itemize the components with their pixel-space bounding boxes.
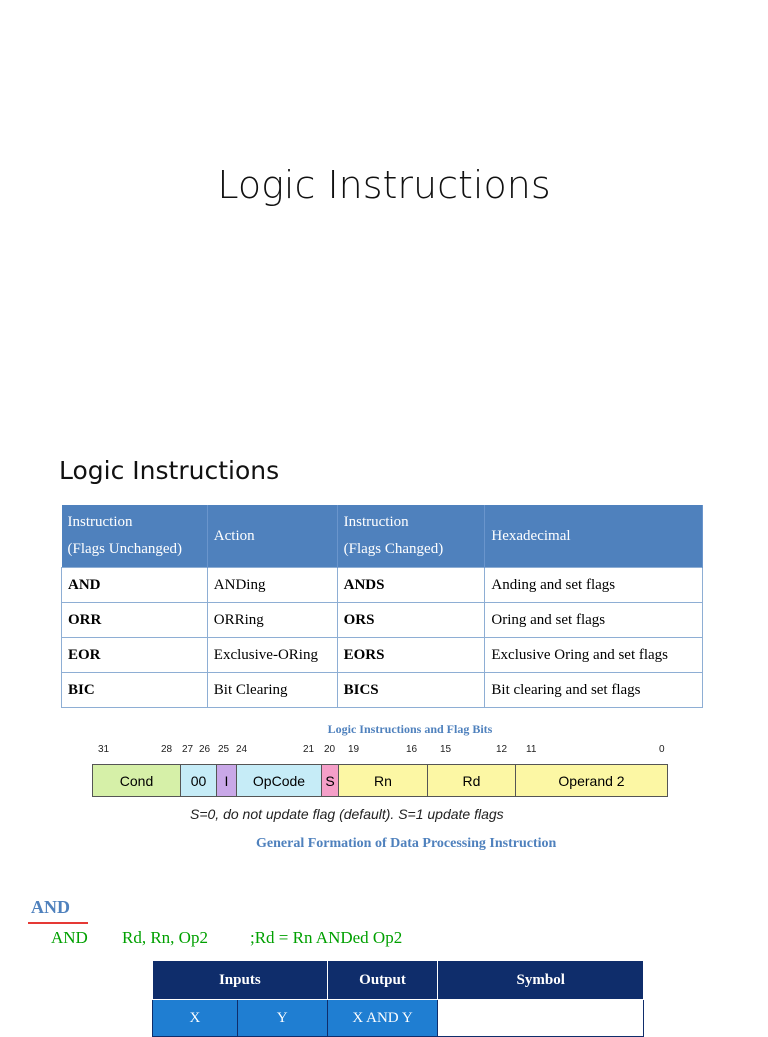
instruction-cell: ORR	[62, 603, 208, 638]
field-cond: Cond	[92, 764, 181, 797]
instruction-flags-cell: ANDS	[337, 568, 485, 603]
s-flag-note: S=0, do not update flag (default). S=1 update flags	[190, 806, 504, 822]
field-i: I	[216, 764, 237, 797]
bit-number: 31	[98, 744, 110, 755]
action-cell: Exclusive-ORing	[207, 638, 337, 673]
instruction-format-diagram	[0, 744, 768, 804]
bit-number: 15	[440, 744, 452, 755]
bit-number: 28	[161, 744, 173, 755]
subheader-output: X AND Y	[327, 1000, 438, 1037]
description-cell: Exclusive Oring and set flags	[485, 638, 703, 673]
logic-instructions-table	[61, 505, 703, 708]
figure-caption-top: Logic Instructions and Flag Bits	[327, 722, 493, 736]
action-cell: ANDing	[207, 568, 337, 603]
instruction-flags-cell: ORS	[337, 603, 485, 638]
header-inputs: Inputs	[153, 961, 328, 1000]
and-underline	[28, 922, 88, 924]
bit-number: 19	[348, 744, 360, 755]
bit-number: 12	[496, 744, 508, 755]
table-row	[62, 603, 703, 638]
header-symbol: Symbol	[438, 961, 644, 1000]
and-syntax-comment: ;Rd = Rn ANDed Op2	[250, 928, 403, 947]
header-sublabel: (Flags Unchanged)	[67, 541, 183, 557]
subheader-x: X	[153, 1000, 238, 1037]
action-cell: ORRing	[207, 603, 337, 638]
description-cell: Oring and set flags	[485, 603, 703, 638]
bit-number: 21	[303, 744, 315, 755]
section-title: Logic Instructions	[59, 456, 280, 485]
instruction-flags-cell: EORS	[337, 638, 485, 673]
subheader-y: Y	[237, 1000, 327, 1037]
slide-title: Logic Instructions	[217, 163, 551, 207]
field-rn: Rn	[338, 764, 428, 797]
bit-number: 27	[182, 744, 194, 755]
header-instruction-changed	[337, 505, 485, 568]
field-s: S	[321, 764, 339, 797]
action-cell: Bit Clearing	[207, 673, 337, 708]
bit-number: 24	[236, 744, 248, 755]
header-hexadecimal: Hexadecimal	[485, 505, 703, 568]
bit-number: 16	[406, 744, 418, 755]
instruction-cell: EOR	[62, 638, 208, 673]
field-operand2: Operand 2	[515, 764, 668, 797]
description-cell: Anding and set flags	[485, 568, 703, 603]
header-label: Instruction	[67, 514, 133, 530]
bit-number: 0	[659, 744, 665, 755]
instruction-cell: BIC	[62, 673, 208, 708]
instruction-cell: AND	[62, 568, 208, 603]
header-sublabel: (Flags Changed)	[343, 541, 444, 557]
table-header-row	[62, 505, 703, 568]
instruction-flags-cell: BICS	[337, 673, 485, 708]
header-action: Action	[207, 505, 337, 568]
bit-number: 20	[324, 744, 336, 755]
bit-number: 26	[199, 744, 211, 755]
table-row	[62, 568, 703, 603]
and-syntax-args: Rd, Rn, Op2	[122, 928, 208, 947]
and-syntax-op: AND	[51, 928, 88, 947]
bit-number: 11	[526, 744, 537, 755]
and-truth-table	[152, 960, 644, 1037]
field-00: 00	[180, 764, 217, 797]
table-row	[62, 673, 703, 708]
symbol-cell	[438, 1000, 644, 1037]
header-instruction-unchanged	[62, 505, 208, 568]
figure-caption-bottom: General Formation of Data Processing Instruction	[256, 836, 557, 851]
description-cell: Bit clearing and set flags	[485, 673, 703, 708]
table-row	[62, 638, 703, 673]
bit-number: 25	[218, 744, 230, 755]
header-output: Output	[327, 961, 438, 1000]
field-opcode: OpCode	[236, 764, 322, 797]
header-label: Instruction	[343, 514, 409, 530]
truth-subheader-row	[153, 1000, 644, 1037]
and-heading: AND	[31, 897, 70, 917]
field-rd: Rd	[427, 764, 516, 797]
truth-header-row	[153, 961, 644, 1000]
